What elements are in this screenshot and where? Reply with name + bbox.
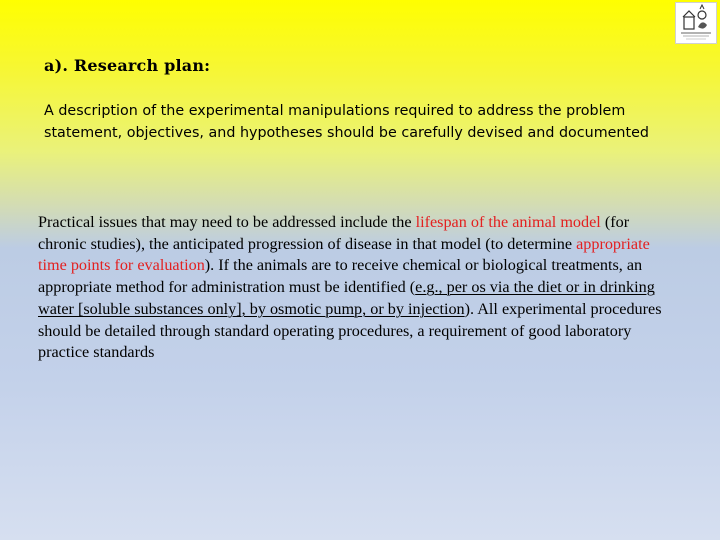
body-text-2: (for chronic studies), the anticipated progression of disease in that model (to determine [38, 213, 630, 253]
body-text-4: ). All experimental procedures should be detailed through standard operating procedures, a requirement of good laboratory practice standards [38, 299, 662, 362]
body-text-3: ). If the animals are to receive chemical or biological treatments, an appropriate method for administration must be identified ( [38, 256, 643, 297]
body-text-1: Practical issues that may need to be addressed include the [38, 213, 416, 231]
time-points-highlight: appropriate time points for evaluation [38, 234, 650, 275]
institution-logo-icon [675, 2, 717, 44]
body-paragraph [38, 212, 663, 364]
logo-graphic [676, 3, 716, 43]
intro-paragraph: A description of the experimental manipulations required to address the problem statement, objectives, and hypotheses should be carefully devised and documented [44, 103, 649, 141]
lifespan-highlight: lifespan of the animal model [415, 213, 601, 231]
section-heading: a). Research plan: [44, 56, 211, 75]
administration-methods-underlined: e.g., per os via the diet or in drinking water [soluble substances only], by osmotic pump, or by injection [38, 278, 655, 318]
